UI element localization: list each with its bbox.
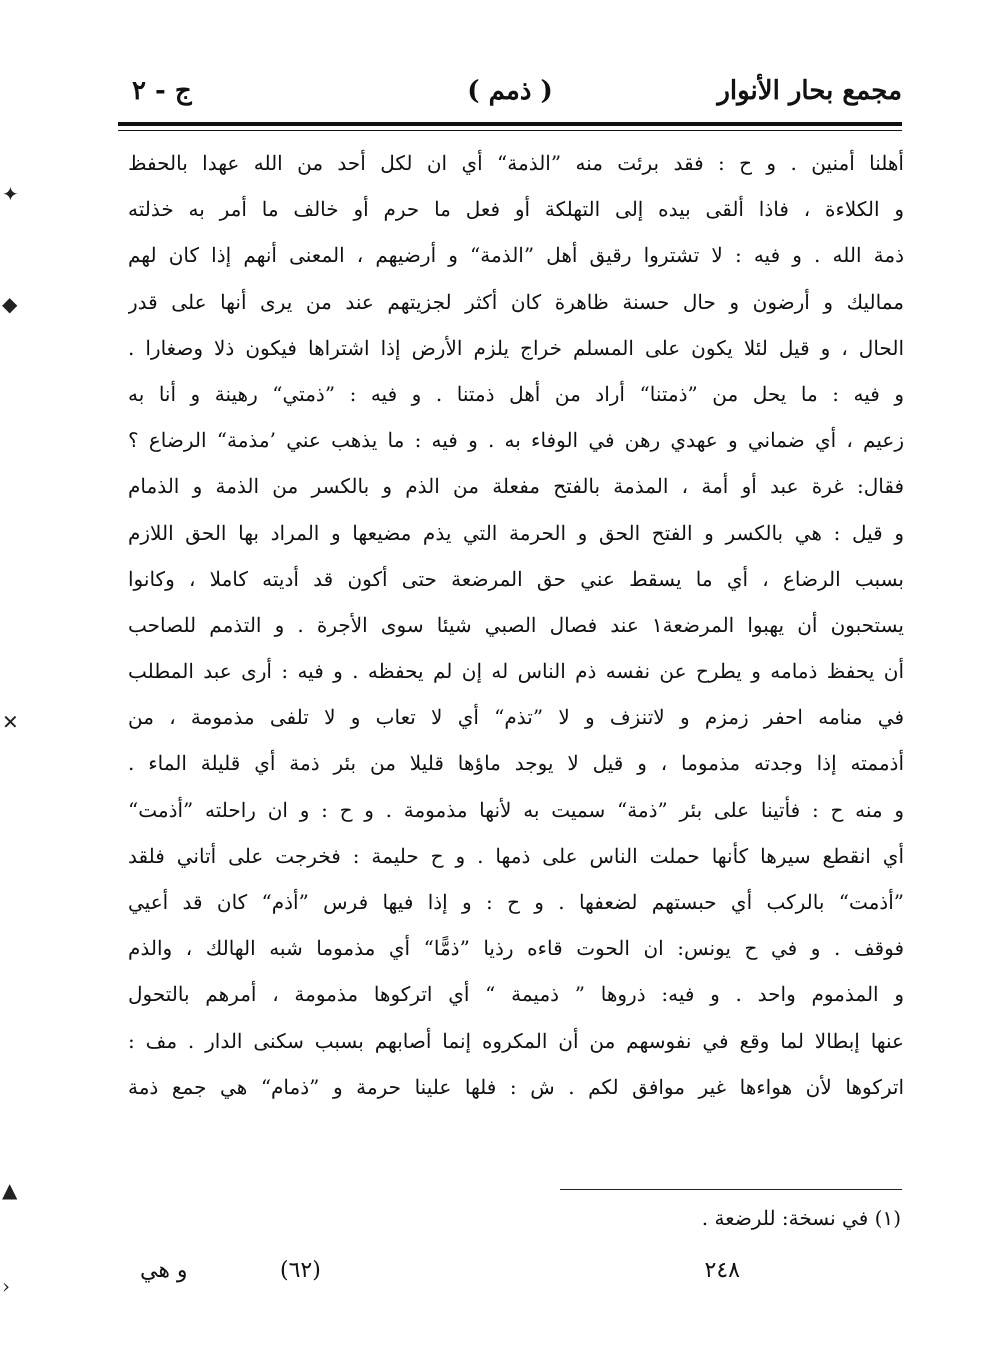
text-line: عنها إبطالا لما وقع في نفوسهم من أن المكروه إنما أصابهم بسبب سكنى الدار . مف : [128,1028,904,1053]
running-header [118,72,902,122]
margin-scan-mark: › [2,1274,10,1298]
page-footer [140,1258,740,1298]
catchword: و هي [140,1258,188,1283]
header-rule-thin [118,130,902,131]
margin-scan-mark: ✕ [2,710,19,734]
text-line: و منه ح : فأتينا على بئر ”ذمة“ سميت به لأنها مذمومة . و ح : و ان راحلته ”أذمت“ [128,797,904,822]
margin-scan-mark: ◆ [2,292,18,316]
text-line: و قيل : هي بالكسر و الفتح الحق و الحرمة التي يذم مضيعها و المراد بها الحق اللازم [128,520,904,545]
text-line: بسبب الرضاع ، أي ما يسقط عني حق المرضعة حتى أكون قد أديته كاملا ، وكانوا [128,566,904,591]
text-line: أن يحفظ ذمامه و يطرح عن نفسه ذم الناس له إن لم يحفظه . و فيه : أرى عبد المطلب [128,659,904,684]
text-line: الحال ، و قيل لئلا يكون على المسلم خراج يلزم الأرض إذا اشتراها فيكون ذلا وصغارا . [128,335,904,360]
entry-heading: ( ذمم ) [467,76,553,106]
volume-number: ج - ٢ [132,76,192,106]
margin-scan-mark: ▲ [2,1178,18,1202]
text-line: أي انقطع سيرها كأنها حملت الناس على ذمها . و ح حليمة : فخرجت على أتاني فلقد [128,843,904,868]
footnote-rule [560,1189,902,1190]
text-line: فوقف . و في ح يونس: ان الحوت قاءه رذيا ”ذمًّا“ أي مذموما شبه الهالك ، والذم [128,936,904,961]
footnote: (١) في نسخة: للرضعة . [701,1206,901,1230]
text-line: ”أذمت“ بالركب أي حبستهم لضعفها . و ح : و إذا فيها فرس ”أذم“ كان قد أعيي [128,890,904,914]
text-line: زعيم ، أي ضماني و عهدي رهن في الوفاء به . و فيه : ما يذهب عني ’مذمة“ الرضاع ؟ [128,428,904,453]
text-line: و فيه : ما يحل من ”ذمتنا“ أراد من أهل ذمتنا . و فيه : ”ذمتي“ رهينة و أنا به [128,381,904,406]
text-line: اتركوها لأن هواءها غير موافق لكم . ش : فلها علينا حرمة و ”ذمام“ هي جمع ذمة [128,1074,904,1099]
text-line: و الكلاءة ، فاذا ألقى بيده إلى التهلكة أو فعل ما حرم أو خالف ما أمر به خذلته [128,197,904,222]
page-number: ٢٤٨ [704,1258,740,1283]
text-line: مماليك و أرضون و حال حسنة ظاهرة كان أكثر لجزيتهم عند من يرى أنها على قدر [128,289,904,314]
text-line: في منامه احفر زمزم و لاتنزف و لا ”تذم“ أي لا تعاب و لا تلفى مذمومة ، من [128,705,904,730]
header-rule-thick [118,122,902,126]
text-line: أذممته إذا وجدته مذموما ، و قيل لا يوجد ماؤها قليلا من بئر ذمة أي قليلة الماء . [128,751,904,776]
text-line: و المذموم واحد . و فيه: ذروها ” ذميمة “ أي اتركوها مذمومة ، أمرهم بالتحول [128,982,904,1007]
text-line: أهلنا أمنين . و ح : فقد برئت منه ”الذمة“ أي ان لكل أحد من الله عهدا بالحفظ [128,151,904,175]
text-line: يستحبون أن يهبوا المرضعة١ عند فصال الصبي شيئا سوى الأجرة . و التذمم للصاحب [128,612,904,637]
main-text [128,140,904,1110]
text-line: فقال: غرة عبد أو أمة ، المذمة بالفتح مفعلة من الذم و بالكسر من الذمة و الذمام [128,474,904,499]
signature-mark: (٦٢) [280,1258,321,1283]
text-line: ذمة الله . و فيه : لا تشتروا رقيق أهل ”الذمة“ و أرضيهم ، المعنى أنهم إذا كان لهم [128,243,904,268]
margin-scan-mark: ✦ [2,182,19,206]
book-title: مجمع بحار الأنوار [717,76,902,106]
